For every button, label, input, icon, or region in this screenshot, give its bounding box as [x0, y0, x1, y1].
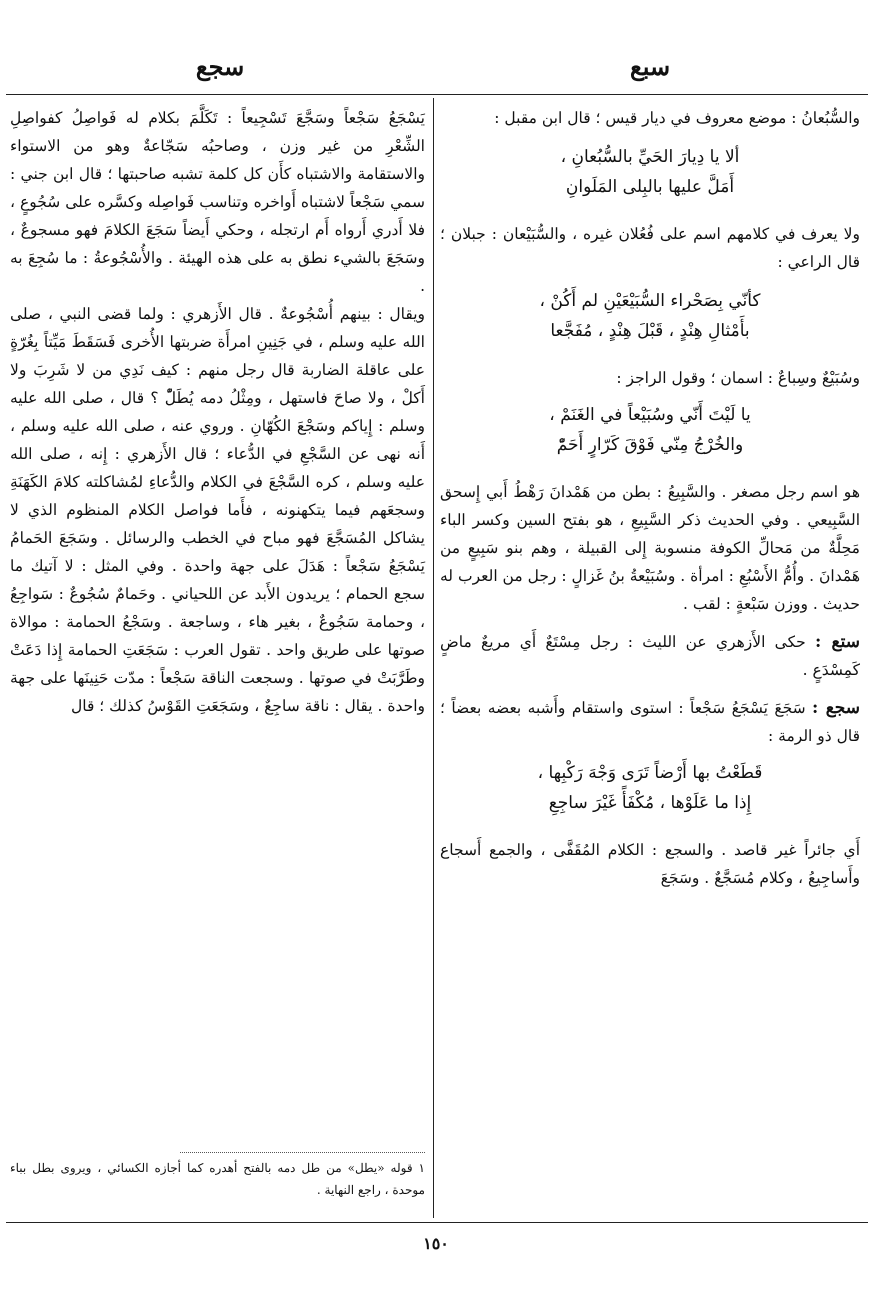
paragraph: هو اسم رجل مصغر . والسَّبِيعُ : بطن من هَمْدانَ رَهْطُ أَبي إِسحق السَّبِيعي . وفي الحديث ذكر السَّبِيعِ ، هو بفتح السين وكسر الباء مَحِلَّةٌ من مَحالِّ الكوفة منسوبة إِلى القبيلة ، وهم بنو سَبِيعٍ من هَمْدانَ . وأُمُّ الأَسْبُعِ : امرأة . وسُبَيْعةُ بنُ غَزالٍ : رجل من العرب له حديث . ووزن سَبْعةٍ : لقب . [440, 483, 860, 613]
verse-block [440, 758, 860, 818]
verse-line: ألا يا دِيارَ الحَيِّ بالسُّبُعانِ ، [560, 147, 740, 167]
entry-headword: سجع : [812, 698, 860, 718]
verse-line: أَمَلَّ عليها بالبِلى المَلَوانِ [565, 177, 735, 197]
verse-line: كأنّي بِصَحْراء السُّبَيْعَيْنِ لم أَكُنْ ، [539, 291, 761, 311]
paragraph: ويقال : بينهم أُسْجُوعةٌ . قال الأَزهري : ولما قضى النبي ، صلى الله عليه وسلم ، في جَنِينِ امرأَة ضربتها الأُخرى فَسَقَطَ مَيِّتاً بِغُرّةٍ على عاقلة الضاربة قال رجل منهم : كيف نَدِي من لا شَرِبَ ولا أَكلْ ، ولا صاحَ فاستهل ، ومِثْلُ دمه يُطَلّْ ؟ قال ، صلى الله عليه وسلم : إِياكم وسَجْعَ الكُهّانِ . وروي عنه ، صلى الله عليه وسلم ، أَنه نهى عن السَّجْعِ في الدُّعاء ؛ قال الأَزهري : إِنه ، صلى الله عليه وسلم ، كره السَّجْعَ في الكلام والدُّعاءِ لمُشاكلته كلامَ الكَهَنَةِ وسجعَهم فيما يتكهنونه ، فأَما فواصل الكلام المنظوم الذي لا يشاكل المُسَجَّعَ فهو مباح في الخطب والرسائل . وسَجَعَ الحَمامُ يَسْجَعُ سَجْعاً : هَدَلَ على جهة واحدة . وفي المثل : لا آتيك ما سجع الحمام ؛ يريدون الأَبد عن اللحياني . وحَمامٌ سُجُوعٌ : سَواجِعُ ، وحمامة سَجُوعٌ ، بغير هاء ، وساجعة . وسَجْعُ الحمامة : موالاة صوتها على طريق واحد . تقول العرب : سَجَعَتِ الحمامة إِذا دَعَتْ وطَرَّبَتْ في صوتها . وسجعت الناقة سَجْعاً : مدّت حَنِينَها على جهة واحدة . يقال : ناقة ساجِعٌ ، وسَجَعَتِ القَوْسُ كذلك ؛ قال [10, 305, 425, 715]
bottom-rule [6, 1222, 868, 1223]
footnote-rule [180, 1152, 425, 1153]
entry [440, 694, 860, 750]
left-column-heading: سجع [195, 52, 245, 81]
verse-line: إِذا ما عَلَوْها ، مُكْفَأً غَيْرَ ساجِعِ [548, 793, 752, 813]
paragraph: والسُّبُعانُ : موضع معروف في ديار قيس ؛ قال ابن مقبل : [494, 109, 860, 127]
right-column [440, 104, 860, 902]
left-column [10, 104, 425, 730]
verse-block [440, 400, 860, 460]
page-number: ١٥٠ [423, 1234, 449, 1253]
paragraph: أَي جائراً غير قاصد . والسجع : الكلام المُقَفَّى ، والجمع أَسجاع وأَساجِيعُ ، وكلام مُسَجَّعٌ . وسَجَعَ [440, 841, 860, 887]
top-rule [6, 94, 868, 95]
verse-line: يا لَيْتَ أَنّي وسُبَيْعاً في الغَنَمْ ، [549, 405, 751, 425]
entry [440, 628, 860, 684]
verse-block [440, 142, 860, 202]
verse-line: قَطَعْتُ بها أَرْضاً تَرَى وَجْهَ رَكْبِها ، [537, 763, 763, 783]
entry-text: سَجَعَ يَسْجَعُ سَجْعاً : استوى واستقام وأَشبه بعضه بعضاً ؛ قال ذو الرمة : [440, 699, 860, 745]
entry-headword: ستع : [815, 632, 860, 652]
verse-line: بأَمْثالِ هِنْدٍ ، قَبْلَ هِنْدٍ ، مُفَجَّعا [550, 321, 750, 341]
right-column-heading: سبع [629, 52, 671, 81]
entry-text: حكى الأَزهري عن الليث : رجل مِسْتَعٌ أَي مريعٌ ماضٍ كَمِسْدَعٍ . [440, 633, 860, 679]
column-divider [433, 98, 434, 1218]
verse-block [440, 286, 860, 346]
paragraph: يَسْجَعُ سَجْعاً وسَجَّعَ تَسْجِيعاً : تَكَلَّمَ بكلام له فَواصِلُ كفواصِلِ الشِّعْرِ من غير وزن ، وصاحبُه سَجّاعةٌ وهو من الاستواء والاستقامة والاشتباه كأَن كل كلمة تشبه صاحبتها ؛ قال ابن جني : سمي سَجْعاً لاشتباه أَواخره وتناسب فَواصِله وكسَّره على سُجُوعٍ ، فلا أَدري أَرواه أَم ارتجله ، وحكي أَيضاً سَجَعَ الكلامَ فهو مسجوعٌ ، وسَجَعَ بالشيء نطق به على هذه الهيئة . والأُسْجُوعةُ : ما سُجِعَ به . [10, 109, 425, 295]
footnote: ١ قوله «يطل» من طل دمه بالفتح أهدره كما أجازه الكسائي ، ويروى بطل بباء موحدة ، راجع النهاية . [10, 1161, 425, 1197]
paragraph: ولا يعرف في كلامهم اسم على فُعُلان غيره ، والسُّبَيْعان : جبلان ؛ قال الراعي : [440, 225, 860, 271]
paragraph: وسُبَيْعٌ وسِباعٌ : اسمان ؛ وقول الراجز : [616, 369, 860, 387]
verse-line: والخُرْجُ مِنّي فَوْقَ كَرّارٍ أَحَمّْ [556, 435, 744, 455]
